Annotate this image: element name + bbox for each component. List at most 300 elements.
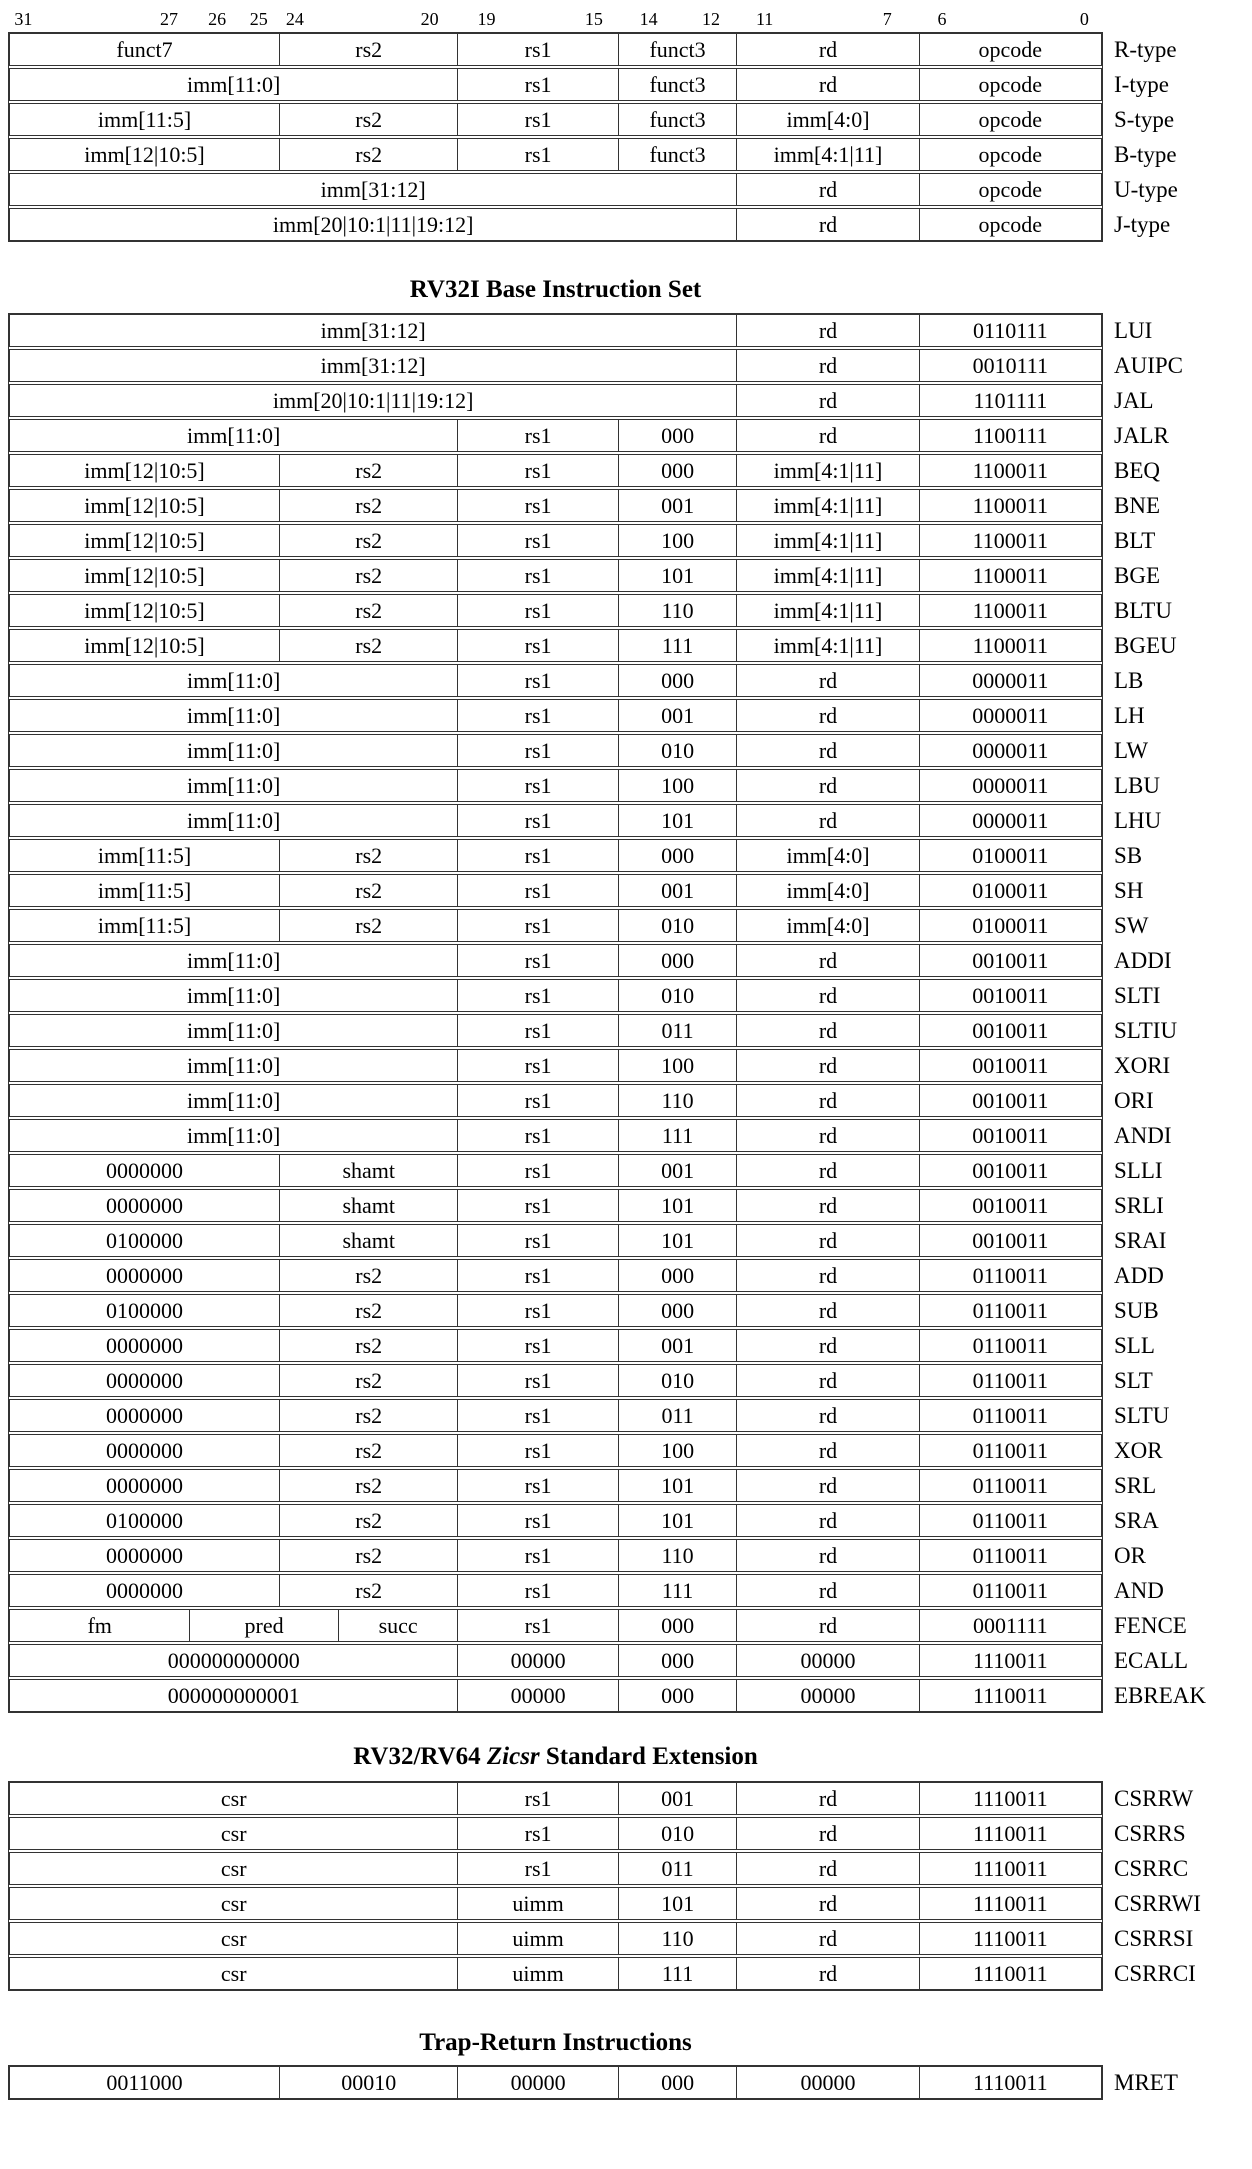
field-cell-rd: imm[4:1|11] [736, 560, 918, 591]
bit-label-31: 31 [14, 9, 33, 29]
field-cell-funct3: 000 [618, 1645, 737, 1676]
instruction-name-label: OR [1114, 1542, 1146, 1568]
instruction-name-label: SRA [1114, 1507, 1159, 1533]
field-cell-opcode: 0000011 [919, 805, 1101, 836]
field-cell-rs1: rs1 [457, 34, 617, 65]
instruction-name-label: SRAI [1114, 1227, 1167, 1253]
field-cell-opcode: 0110011 [919, 1400, 1101, 1431]
bit-position-ruler [8, 6, 1103, 32]
field-cell-funct3: 000 [618, 840, 737, 871]
table-row [9, 839, 1143, 872]
field-cell-funct3: 010 [618, 1818, 737, 1849]
field-cell-rs1: rs1 [457, 104, 617, 135]
instruction-name-label: LH [1114, 702, 1145, 728]
field-cell-opcode: 0001111 [919, 1610, 1101, 1641]
trap-title-text: Trap-Return Instructions [419, 2029, 692, 2056]
table-row [9, 489, 1160, 522]
table-row [9, 1084, 1154, 1117]
field-cell-rs1: rs1 [457, 1330, 617, 1361]
field-cell-funct7: 0100000 [106, 1297, 184, 1323]
field-cell-funct7: 0100000 [106, 1227, 184, 1253]
field-cell-opcode: 0110011 [919, 1435, 1101, 1466]
table-row [9, 1189, 1164, 1222]
field-cell-opcode: 0000011 [919, 665, 1101, 696]
field-cell-rd: rd [736, 735, 918, 766]
instruction-name-label: ECALL [1114, 1647, 1189, 1673]
field-cell-rs2: rs2 [279, 1435, 457, 1466]
instruction-name-label: AUIPC [1114, 352, 1184, 378]
field-cell-rd: rd [736, 385, 918, 416]
field-cell-imm12: imm[11:0] [187, 947, 281, 973]
instruction-name-label: J-type [1114, 211, 1171, 237]
field-cell-rs1: rs1 [457, 1818, 617, 1849]
field-cell-rs1: rs1 [457, 1610, 617, 1641]
field-cell-imm12: imm[11:0] [187, 982, 281, 1008]
table-row [9, 944, 1172, 977]
field-cell-rs2: rs2 [279, 139, 457, 170]
bit-label-12: 12 [701, 9, 720, 29]
field-cell-rd: rd [736, 420, 918, 451]
table-row [9, 1049, 1171, 1082]
field-cell-rs1: rs1 [457, 455, 617, 486]
table-row [9, 524, 1156, 557]
table-row [9, 1119, 1172, 1152]
field-cell-rd: rd [736, 1505, 918, 1536]
field-cell-funct7: imm[11:5] [97, 912, 192, 938]
field-cell-rd: rd [736, 980, 918, 1011]
table-row [9, 349, 1184, 382]
instruction-name-label: BGE [1114, 562, 1160, 588]
field-cell-rd: imm[4:1|11] [736, 525, 918, 556]
field-cell-rd: rd [736, 1853, 918, 1884]
field-cell-funct3: 010 [618, 1365, 737, 1396]
field-cell-rd: rd [736, 1818, 918, 1849]
field-cell-funct7: 0000000 [106, 1157, 184, 1183]
field-cell-funct7: imm[12|10:5] [84, 562, 205, 588]
field-cell-rs1: rs1 [457, 945, 617, 976]
field-cell-funct3: 101 [618, 560, 737, 591]
field-cell-rd: rd [736, 350, 918, 381]
field-cell-rs2: rs2 [279, 1260, 457, 1291]
instruction-name-label: SLT [1114, 1367, 1153, 1393]
field-cell-funct3: 011 [618, 1853, 737, 1884]
field-cell-imm12: 000000000001 [167, 1682, 300, 1708]
field-cell-opcode: 1110011 [919, 1680, 1101, 1711]
table-row [9, 874, 1144, 907]
instruction-name-label: LW [1114, 737, 1149, 763]
zicsr-section-title [8, 1743, 1103, 1771]
table-row [9, 1644, 1189, 1677]
field-cell-imm12: imm[11:0] [187, 1052, 281, 1078]
field-cell-funct7: funct7 [116, 36, 173, 62]
table-row [9, 1224, 1167, 1257]
field-cell-rd: rd [736, 1225, 918, 1256]
field-cell-rd: rd [736, 1888, 918, 1919]
field-cell-rs1: rs1 [457, 1225, 617, 1256]
field-cell-rs1: rs1 [457, 1783, 617, 1814]
field-cell-rs1: rs1 [457, 1540, 617, 1571]
field-cell-rd: rd [736, 1923, 918, 1954]
field-cell-rs2: rs2 [279, 595, 457, 626]
field-cell-funct7: imm[12|10:5] [84, 457, 205, 483]
field-cell-opcode: 0010011 [919, 1120, 1101, 1151]
field-cell-funct3: 110 [618, 1923, 737, 1954]
field-cell-funct3: 111 [618, 1120, 737, 1151]
field-cell-rs1: rs1 [457, 490, 617, 521]
field-cell-rd: imm[4:0] [736, 910, 918, 941]
bit-label-0: 0 [1079, 9, 1089, 29]
field-cell-imm12: csr [220, 1960, 247, 1986]
field-cell-rs2: rs2 [279, 34, 457, 65]
field-cell-funct7: imm[12|10:5] [84, 141, 205, 167]
instruction-name-label: JAL [1114, 387, 1154, 413]
field-cell-rd: rd [736, 1260, 918, 1291]
field-cell-rd: imm[4:0] [736, 840, 918, 871]
table-row [9, 1399, 1170, 1432]
field-cell-rs1: rs1 [457, 560, 617, 591]
instruction-name-label: CSRRSI [1114, 1925, 1194, 1951]
table-row [9, 2066, 1178, 2099]
field-cell-rs2: rs2 [279, 840, 457, 871]
table-row [9, 804, 1162, 837]
field-cell-rs2: rs2 [279, 1365, 457, 1396]
field-cell-funct7: 0000000 [106, 1402, 184, 1428]
field-cell-funct3: 010 [618, 910, 737, 941]
field-cell-funct3: 000 [618, 455, 737, 486]
field-cell-opcode: 0110011 [919, 1470, 1101, 1501]
field-cell-funct3: 110 [618, 1085, 737, 1116]
field-cell-rs2: shamt [279, 1190, 457, 1221]
field-cell-rs1: rs1 [457, 1470, 617, 1501]
field-cell-funct7: imm[12|10:5] [84, 632, 205, 658]
field-cell-rs2: rs2 [279, 1540, 457, 1571]
bit-label-6: 6 [937, 9, 947, 29]
field-cell-opcode: 0100011 [919, 840, 1101, 871]
field-cell-imm20: imm[31:12] [320, 352, 426, 378]
field-cell-imm20: imm[20|10:1|11|19:12] [272, 211, 474, 237]
field-cell-opcode: 0110011 [919, 1330, 1101, 1361]
instruction-name-label: CSRRWI [1114, 1890, 1201, 1916]
field-cell-imm12: imm[11:0] [187, 422, 281, 448]
field-cell-funct3: 001 [618, 1330, 737, 1361]
table-row [9, 664, 1144, 697]
field-cell-opcode: 0010011 [919, 1190, 1101, 1221]
field-cell-rs2: rs2 [279, 104, 457, 135]
field-cell-imm12: imm[11:0] [187, 1122, 281, 1148]
table-row [9, 1922, 1194, 1955]
field-cell-rd: rd [736, 1295, 918, 1326]
instruction-name-label: R-type [1114, 36, 1177, 62]
zicsr-instruction-table [8, 1781, 1201, 1991]
bit-label-25: 25 [249, 9, 268, 29]
field-cell-opcode: 0010011 [919, 1085, 1101, 1116]
field-cell-rd: rd [736, 1050, 918, 1081]
field-cell-rd: 00000 [736, 2067, 918, 2098]
instruction-name-label: MRET [1114, 2069, 1178, 2095]
field-cell-rs1: 00000 [457, 1645, 617, 1676]
field-cell-funct3: 101 [618, 1888, 737, 1919]
field-cell-imm12: csr [220, 1925, 247, 1951]
instruction-name-label: SLTU [1114, 1402, 1170, 1428]
table-row [9, 68, 1169, 101]
field-cell-rd: rd [736, 665, 918, 696]
instruction-name-label: BGEU [1114, 632, 1177, 658]
table-row [9, 419, 1169, 452]
instruction-name-label: SW [1114, 912, 1149, 938]
field-cell-funct3: 000 [618, 1295, 737, 1326]
field-cell-rd: rd [736, 1015, 918, 1046]
instruction-name-label: CSRRW [1114, 1785, 1194, 1811]
table-row [9, 1782, 1194, 1815]
field-cell-rd: rd [736, 1330, 918, 1361]
trap-section-title [8, 2029, 1103, 2057]
field-cell-funct7: 0000000 [106, 1367, 184, 1393]
table-row [9, 314, 1153, 347]
field-cell-opcode: 0010011 [919, 980, 1101, 1011]
instruction-name-label: ADD [1114, 1262, 1164, 1288]
field-cell-imm12: imm[11:0] [187, 737, 281, 763]
field-cell-rd: imm[4:1|11] [736, 630, 918, 661]
field-cell-imm20: imm[20|10:1|11|19:12] [272, 387, 474, 413]
bit-label-27: 27 [159, 9, 178, 29]
zicsr-title-prefix: RV32/RV64 [353, 1743, 487, 1770]
field-cell-rs1: rs1 [457, 665, 617, 696]
field-cell-rd: rd [736, 1400, 918, 1431]
field-cell-rd: imm[4:1|11] [736, 490, 918, 521]
field-cell-rs1: rs1 [457, 1085, 617, 1116]
field-cell-rd: rd [736, 1610, 918, 1641]
field-cell-opcode: 1110011 [919, 1923, 1101, 1954]
field-cell-opcode: 0110111 [919, 315, 1101, 346]
field-cell-funct7: imm[12|10:5] [84, 492, 205, 518]
field-cell-funct3: 001 [618, 875, 737, 906]
field-cell-opcode: 0100011 [919, 910, 1101, 941]
instruction-name-label: LBU [1114, 772, 1160, 798]
field-cell-imm12: csr [220, 1855, 247, 1881]
instruction-name-label: XOR [1114, 1437, 1163, 1463]
field-cell-funct3: 001 [618, 700, 737, 731]
table-row [9, 1259, 1164, 1292]
field-cell-funct3: funct3 [618, 69, 737, 100]
field-cell-funct3: 100 [618, 770, 737, 801]
field-cell-rd: imm[4:1|11] [736, 455, 918, 486]
field-cell-opcode: 0110011 [919, 1575, 1101, 1606]
field-cell-rs1: rs1 [457, 1155, 617, 1186]
table-row [9, 33, 1177, 66]
field-cell-funct3: 101 [618, 805, 737, 836]
field-cell-rs1: rs1 [457, 1435, 617, 1466]
field-cell-opcode: 1100011 [919, 525, 1101, 556]
table-row [9, 1504, 1159, 1537]
trap-return-table [8, 2065, 1178, 2100]
table-row [9, 1817, 1186, 1850]
table-row [9, 1364, 1153, 1397]
instruction-name-label: SB [1114, 842, 1143, 868]
instruction-name-label: JALR [1114, 422, 1169, 448]
instruction-name-label: BLTU [1114, 597, 1172, 623]
field-cell-opcode: opcode [919, 69, 1101, 100]
instruction-name-label: EBREAK [1114, 1682, 1206, 1708]
field-cell-rd: rd [736, 700, 918, 731]
field-cell-imm12: imm[11:0] [187, 702, 281, 728]
field-cell-rd: imm[4:0] [736, 104, 918, 135]
field-cell-opcode: 0110011 [919, 1260, 1101, 1291]
field-cell-funct3: 001 [618, 490, 737, 521]
field-cell-opcode: 1100011 [919, 560, 1101, 591]
field-cell-rd: rd [736, 1435, 918, 1466]
bit-label-20: 20 [420, 9, 439, 29]
instruction-name-label: B-type [1114, 141, 1177, 167]
instruction-name-label: XORI [1114, 1052, 1171, 1078]
field-cell-opcode: 0110011 [919, 1505, 1101, 1536]
field-cell-funct3: funct3 [618, 139, 737, 170]
instruction-name-label: ANDI [1114, 1122, 1172, 1148]
field-cell-funct3: 100 [618, 1435, 737, 1466]
field-cell-rs2: shamt [279, 1155, 457, 1186]
instruction-name-label: ADDI [1114, 947, 1172, 973]
field-cell-rs1: rs1 [457, 1575, 617, 1606]
field-cell-opcode: 0010011 [919, 1225, 1101, 1256]
field-cell-rd: rd [736, 1085, 918, 1116]
field-cell-succ: succ [338, 1610, 458, 1641]
instruction-name-label: SLTIU [1114, 1017, 1178, 1043]
field-cell-rs1: rs1 [457, 840, 617, 871]
field-cell-imm12: imm[11:0] [187, 1087, 281, 1113]
field-cell-opcode: 0000011 [919, 735, 1101, 766]
field-cell-rs1: rs1 [457, 525, 617, 556]
field-cell-funct3: 110 [618, 1540, 737, 1571]
instruction-name-label: LUI [1114, 317, 1153, 343]
field-cell-rs1: uimm [457, 1923, 617, 1954]
field-cell-rs1: rs1 [457, 595, 617, 626]
field-cell-rs1: rs1 [457, 1260, 617, 1291]
field-cell-funct3: 010 [618, 980, 737, 1011]
field-cell-rs1: rs1 [457, 139, 617, 170]
field-cell-funct3: 000 [618, 2067, 737, 2098]
field-cell-imm20: imm[31:12] [320, 176, 426, 202]
field-cell-funct7: 0000000 [106, 1472, 184, 1498]
field-cell-funct3: 100 [618, 1050, 737, 1081]
field-cell-rs2: rs2 [279, 525, 457, 556]
field-cell-rd: imm[4:1|11] [736, 595, 918, 626]
bit-label-24: 24 [285, 9, 304, 29]
field-cell-rs1: uimm [457, 1888, 617, 1919]
field-cell-opcode: opcode [919, 34, 1101, 65]
field-cell-rs2: shamt [279, 1225, 457, 1256]
instruction-format-table [8, 32, 1178, 242]
field-cell-rs2: rs2 [279, 910, 457, 941]
field-cell-rs1: rs1 [457, 1015, 617, 1046]
field-cell-rs1: rs1 [457, 69, 617, 100]
instruction-name-label: CSRRS [1114, 1820, 1186, 1846]
bit-label-7: 7 [882, 9, 892, 29]
instruction-name-label: BNE [1114, 492, 1160, 518]
field-cell-rd: rd [736, 1540, 918, 1571]
instruction-name-label: FENCE [1114, 1612, 1187, 1638]
field-cell-opcode: 0010011 [919, 1015, 1101, 1046]
field-cell-rd: rd [736, 1365, 918, 1396]
field-cell-opcode: 1110011 [919, 2067, 1101, 2098]
field-cell-funct3: 110 [618, 595, 737, 626]
table-row [9, 1852, 1189, 1885]
field-cell-pred: pred [189, 1610, 337, 1641]
instruction-name-label: SLLI [1114, 1157, 1163, 1183]
field-cell-rs2: rs2 [279, 630, 457, 661]
field-cell-funct3: 000 [618, 1610, 737, 1641]
field-cell-rd: imm[4:0] [736, 875, 918, 906]
field-cell-rs1: rs1 [457, 980, 617, 1011]
field-cell-opcode: 0010111 [919, 350, 1101, 381]
field-cell-opcode: 1110011 [919, 1783, 1101, 1814]
field-cell-opcode: 1110011 [919, 1645, 1101, 1676]
field-cell-opcode: 1110011 [919, 1888, 1101, 1919]
field-cell-opcode: 1100011 [919, 490, 1101, 521]
field-cell-rd: rd [736, 1575, 918, 1606]
table-row [9, 1154, 1163, 1187]
field-cell-funct3: 101 [618, 1505, 737, 1536]
table-row [9, 173, 1178, 206]
field-cell-opcode: 0110011 [919, 1295, 1101, 1326]
instruction-name-label: CSRRC [1114, 1855, 1189, 1881]
field-cell-funct7: imm[11:5] [97, 842, 192, 868]
field-cell-rs1: rs1 [457, 1400, 617, 1431]
field-cell-rd: rd [736, 174, 918, 205]
field-cell-opcode: 1101111 [919, 385, 1101, 416]
rv32i-instruction-table [8, 313, 1206, 1713]
table-row [9, 1434, 1163, 1467]
field-cell-funct7: 0100000 [106, 1507, 184, 1533]
table-row [9, 1294, 1159, 1327]
field-cell-opcode: opcode [919, 139, 1101, 170]
bit-label-14: 14 [639, 9, 658, 29]
bit-label-19: 19 [477, 9, 496, 29]
instruction-name-label: SLTI [1114, 982, 1161, 1008]
table-row [9, 1574, 1164, 1607]
field-cell-rd: rd [736, 770, 918, 801]
field-cell-opcode: 0000011 [919, 770, 1101, 801]
field-cell-rs2: rs2 [279, 1295, 457, 1326]
instruction-name-label: LHU [1114, 807, 1162, 833]
field-cell-opcode: 0010011 [919, 945, 1101, 976]
field-cell-rd: 00000 [736, 1680, 918, 1711]
field-cell-rs1: rs1 [457, 1853, 617, 1884]
field-cell-funct3: 000 [618, 1260, 737, 1291]
field-cell-funct3: 111 [618, 1575, 737, 1606]
field-cell-opcode: 0010011 [919, 1050, 1101, 1081]
field-cell-funct3: 111 [618, 630, 737, 661]
field-cell-opcode: 0100011 [919, 875, 1101, 906]
field-cell-imm12: imm[11:0] [187, 71, 281, 97]
field-cell-rs1: uimm [457, 1958, 617, 1989]
field-cell-rd: 00000 [736, 1645, 918, 1676]
field-cell-opcode: 1110011 [919, 1853, 1101, 1884]
field-cell-funct3: funct3 [618, 34, 737, 65]
table-row [9, 629, 1177, 662]
field-cell-rd: rd [736, 1155, 918, 1186]
field-cell-funct7: 0000000 [106, 1192, 184, 1218]
instruction-name-label: BEQ [1114, 457, 1160, 483]
field-cell-opcode: 1110011 [919, 1958, 1101, 1989]
field-cell-funct7: 0000000 [106, 1542, 184, 1568]
field-cell-opcode: 1100111 [919, 420, 1101, 451]
field-cell-rs1: rs1 [457, 875, 617, 906]
table-row [9, 208, 1171, 241]
instruction-name-label: SUB [1114, 1297, 1159, 1323]
table-row [9, 1679, 1206, 1712]
field-cell-rs2: 00010 [279, 2067, 457, 2098]
table-row [9, 384, 1154, 417]
field-cell-rs2: rs2 [279, 490, 457, 521]
